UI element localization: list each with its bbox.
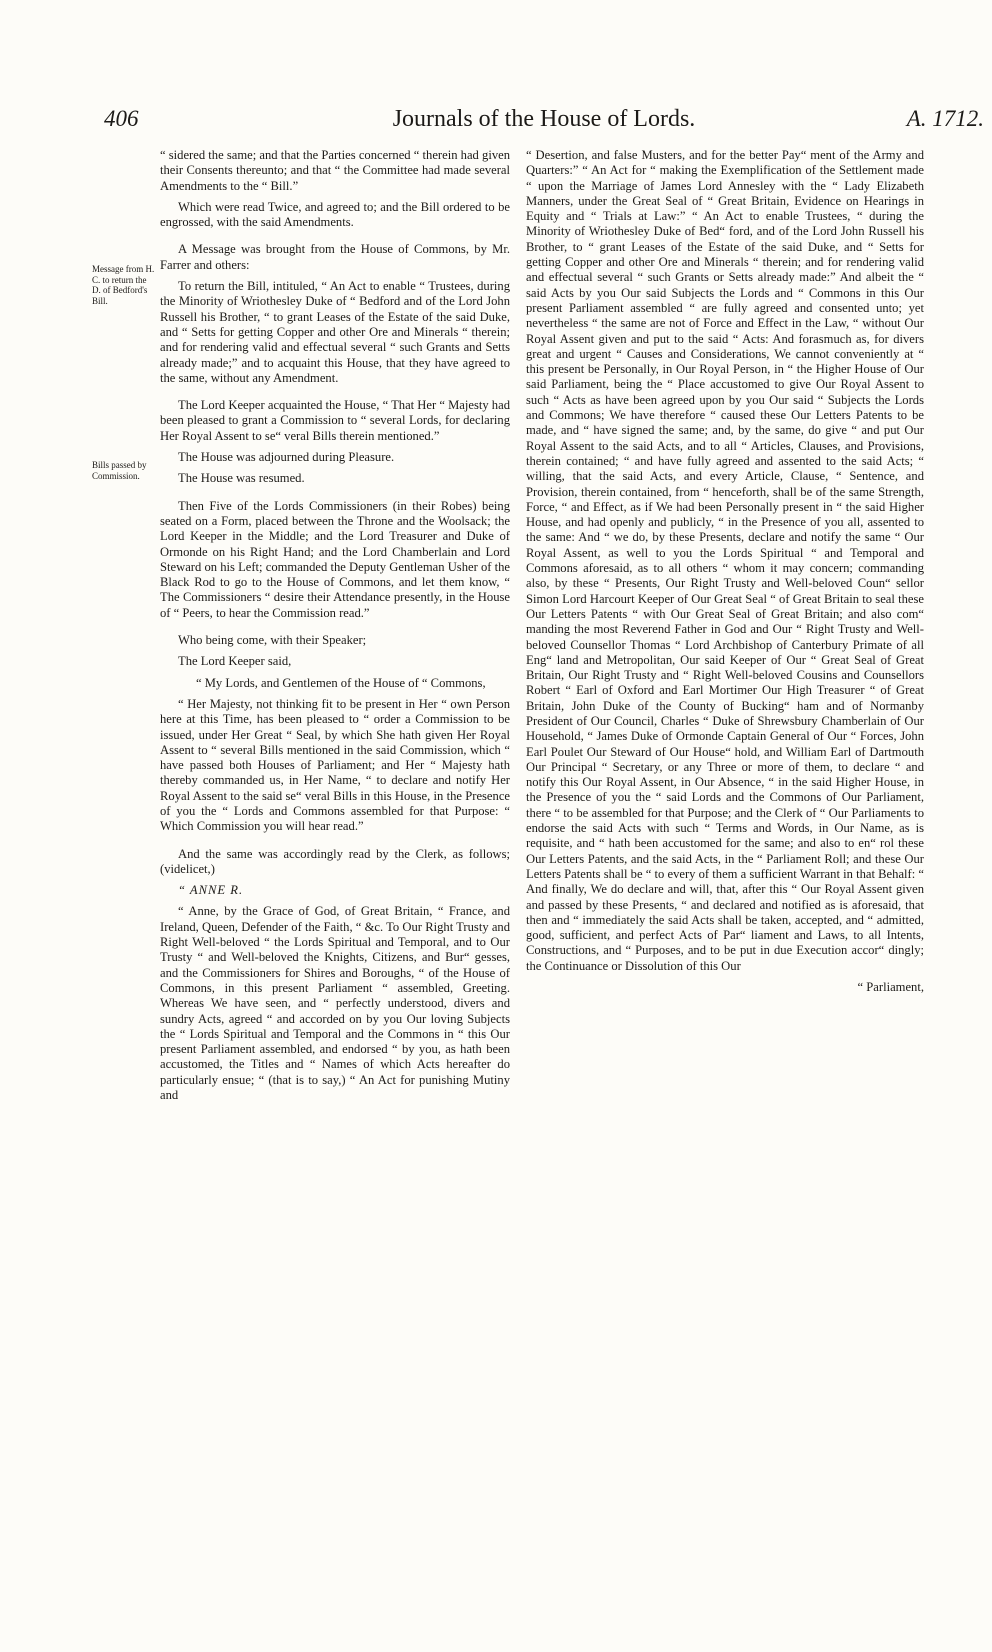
paragraph: Then Five of the Lords Commissioners (in their Robes) being seated on a Form, placed between the Throne and the Woolsack; the Lord Keeper in the Middle; and the Lord Treasurer and Duke of Ormonde on his Right Hand; and the Lord Chamberlain and Lord Steward on his Left; commanded the Deputy Gentleman Usher of the Black Rod to go to the House of Commons, and let them know, “ The Commissioners “ desire their Attendance presently, in the House of “ Peers, to hear the Commission read.” — [160, 498, 510, 620]
page-number: 406 — [104, 106, 139, 131]
paragraph: “ Desertion, and false Musters, and for the better Pay“ ment of the Army and Quarters:” “ An Act for “ making the Exemplification of the Settlement made “ upon the Marriage of James Lord Annesley with the “ Lady Elizabeth Manners, under the Great Seal of “ Great Britain, Evidence on Hearings in Equity and “ Trials at Law:” “ An Act to enable Trustees, “ during the Minority of Wriothesley Duke of Bed“ ford, and of the Lord John Russell his Brother, to “ grant Leases of the Estate of the said Duke, and “ Setts for getting Copper and other Ore and Minerals “ therein; and for rendering valid and effectual several “ such Grants or Setts already made:” And albeit the “ said Acts by you Our said Subjects the Lords and “ Commons in this Our present Parliament assembled “ are fully agreed and consented unto; yet nevertheless “ the same are not of Force and Effect in the Law, “ without Our Royal Assent given and put to the said “ Acts: And forasmuch as, for divers great and urgent “ Causes and Considerations, We cannot conveniently at “ this present be Personally, in Our Royal Person, in “ the Higher House of Our said Parliament, being the “ Place accustomed to give Our Royal Assent to such “ Acts as have been agreed upon by you Our said “ Subjects the Lords and Commons; We have therefore “ caused these Our Letters Patents to be made, and “ have signed the same; and, by the same, do give “ and put Our Royal Assent to the said Acts, and to all “ Articles, Clauses, and Provisions, therein contained; “ and have fully agreed and assented to the said Acts; “ willing, that the said Acts, and every Article, Clause, “ Sentence, and Provision, therein contained, from “ henceforth, shall be of the same Strength, Force, “ and Effect, as if We had been Personally present in “ the said Higher House, and had openly and publicly, “ in the Presence of you all, assented to the same: And “ we do, by these Presents, declare and notify the same “ Our Royal Assent, as well to you the Lords Spiritual “ and Temporal and Commons aforesaid, as to all others “ whom it may concern; commanding also, by these “ Presents, Our Right Trusty and Well-beloved Coun“ sellor Simon Lord Harcourt Keeper of Our Great Seal “ of Great Britain to seal these Our Letters Patents “ with Our Great Seal of Great Britain; and also com“ manding the most Reverend Father in God and Our “ Right Trusty and Well-beloved Counsellor Thomas “ Lord Archbishop of Canterbury Primate of all Eng“ land and Metropolitan, Our said Keeper of Our “ Great Seal of Great Britain, Our Right Trusty and “ Right Well-beloved Cousins and Counsellors Robert “ Earl of Oxford and Earl Mortimer Our High Treasurer “ of Great Britain, John Duke of the County of Bucking“ ham and of Normanby President of Our Council, Charles “ Duke of Shrewsbury Chamberlain of Our Household, “ James Duke of Ormonde Captain General of Our “ Forces, John Earl Poulet Our Steward of Our House“ hold, and William Earl of Dartmouth Our Principal “ Secretary, or any Three or more of them, to declare “ and notify this Our Royal Assent, in Our Absence, “ in the said Higher House, in the Presence of you the “ said Lords and the Commons of Our Parliament, there “ to be assembled for that Purpose; and the Clerk of “ Our Parliaments to endorse the said Acts with such “ Terms and Words, in Our Name, as is requisite, and “ hath been accustomed for the same; and also to en“ rol these Our Letters Patents, and the said Acts, in the “ Parliament Roll; and these Our Letters Patents shall be “ to every of them a sufficient Warrant in that Behalf: “ And finally, We do declare and will, that, after this “ Our Royal Assent given and passed by these Presents, “ and declared and notified as is aforesaid, that then and “ immediately the said Acts shall be taken, accepted, and “ admitted, good, sufficient, and perfect Acts of Par“ liament and Laws, to all Intents, Constructions, and “ Purposes, and to be put in due Execution accor“ dingly; the Continuance or Dissolution of this Our — [526, 148, 924, 973]
paragraph: “ Her Majesty, not thinking fit to be present in Her “ own Person here at this Time, has been pleased to “ order a Commission to be issued, under Her Great “ Seal, by which She hath given Her Royal Assent to “ several Bills mentioned in the said Commission, which “ have passed both Houses of Parliament; and Her “ Majesty hath thereby commanded us, in Her Name, “ to declare and notify Her Royal Assent to the said se“ veral Bills in this House, in the Presence of you the “ Lords and Commons assembled for that Purpose: “ Which Commission you will hear read.” — [160, 696, 510, 834]
paragraph: The Lord Keeper acquainted the House, “ That Her “ Majesty had been pleased to grant a Commission to “ several Lords, for declaring Her Royal Assent to se“ veral Bills therein mentioned.” — [160, 398, 510, 443]
running-header — [104, 106, 984, 136]
paragraph: “ sidered the same; and that the Parties concerned “ therein had given their Consents thereunto; and that “ the Committee had made several Amendments to the “ Bill.” — [160, 148, 510, 193]
catchword: “ Parliament, — [857, 980, 924, 995]
left-column — [160, 148, 510, 1109]
paragraph: “ Anne, by the Grace of God, of Great Britain, “ France, and Ireland, Queen, Defender of the Faith, “ &c. To Our Right Trusty and Right Well-beloved “ the Lords Spiritual and Temporal, and to Our Trusty “ and Well-beloved the Knights, Citizens, and Bur“ gesses, and the Commissioners for Shires and Boroughs, “ of the House of Commons, in this present Parliament “ assembled, Greeting. Whereas We have seen, and “ perfectly understood, divers and sundry Acts, agreed “ and accorded on by you Our loving Subjects the “ Lords Spiritual and Temporal and the Commons in “ this Our present Parliament assembled, and endorsed “ by you, as hath been accustomed, the Titles and “ Names of which Acts hereafter do particularly ensue; “ (that is to say,) “ An Act for punishing Mutiny and — [160, 904, 510, 1103]
paragraph: Which were read Twice, and agreed to; and the Bill ordered to be engrossed, with the said Amendments. — [160, 199, 510, 230]
margin-note-message: Message from H. C. to return the D. of Bedford's Bill. — [92, 264, 155, 306]
paragraph: And the same was accordingly read by the Clerk, as follows; (videlicet,) — [160, 846, 510, 876]
paragraph: The House was adjourned during Pleasure. — [178, 450, 395, 465]
paragraph: “ ANNE R. — [178, 883, 244, 898]
right-column — [526, 148, 924, 1001]
paragraph: The Lord Keeper said, — [178, 654, 292, 669]
margin-note-bills-passed: Bills passed by Commission. — [92, 460, 147, 481]
paragraph: To return the Bill, intituled, “ An Act to enable “ Trustees, during the Minority of Wriothesley Duke of “ Bedford and of the Lord John Russell his Brother, “ to grant Leases of the Estate of the said Duke, and “ Setts for getting Copper and other Ore and Minerals “ therein; and for rendering valid and effectual several “ such Grants and Setts already made;” and to acquaint this House, that they have agreed to the same, without any Amendment. — [160, 279, 510, 385]
paragraph: The House was resumed. — [178, 471, 305, 486]
paragraph: Who being come, with their Speaker; — [178, 633, 367, 648]
paragraph: “ My Lords, and Gentlemen of the House of “ Commons, — [196, 675, 486, 690]
page-title: Journals of the House of Lords. — [392, 106, 696, 132]
page-year: A. 1712. — [906, 106, 984, 131]
paragraph: A Message was brought from the House of Commons, by Mr. Farrer and others: — [160, 242, 510, 272]
